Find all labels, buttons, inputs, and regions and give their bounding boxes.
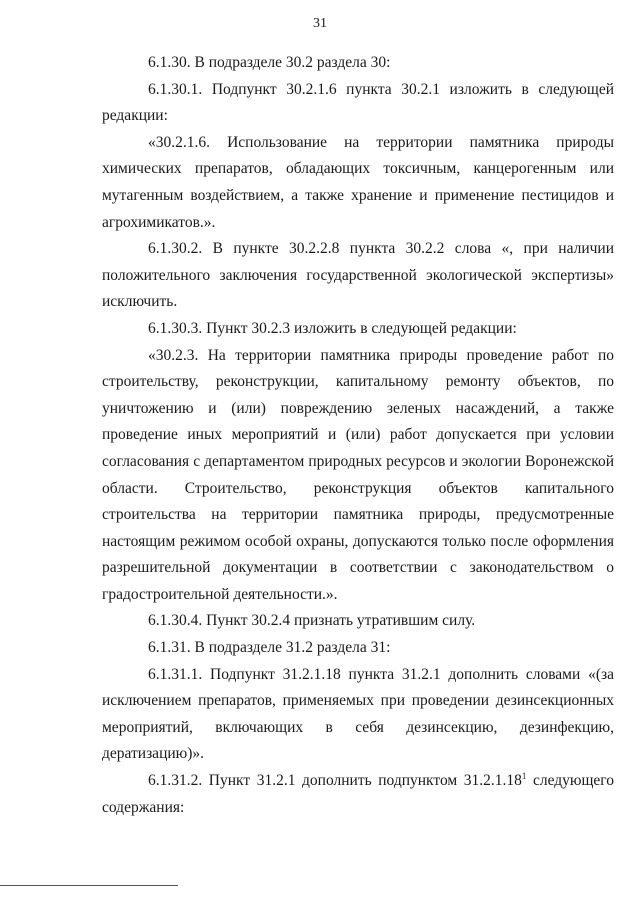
document-body xyxy=(102,50,614,821)
paragraph: 6.1.31.1. Подпункт 31.2.1.18 пункта 31.2.1 дополнить словами «(за исключением препаратов, применяемых при проведении дезинсекционных мероприятий, включающих в себя дезинсекцию, дезинфекцию, дератизацию)». xyxy=(102,665,614,763)
paragraph-text: следующего содержания: xyxy=(102,772,614,816)
paragraph: 6.1.30.3. Пункт 30.2.3 изложить в следующей редакции: xyxy=(148,319,517,337)
paragraph: 6.1.31. В подразделе 31.2 раздела 31: xyxy=(148,639,391,657)
superscript: 1 xyxy=(521,770,527,781)
paragraph: 6.1.30.2. В пункте 30.2.2.8 пункта 30.2.2 слова «, при наличии положительного заключения государственной экологической экспертизы» исключить. xyxy=(102,240,614,311)
paragraph-text: 6.1.31.2. Пункт 31.2.1 дополнить подпунктом 31.2.1.18 xyxy=(148,772,522,790)
paragraph-last xyxy=(102,768,614,821)
paragraph: 6.1.30. В подразделе 30.2 раздела 30: xyxy=(148,54,391,71)
paragraph: 6.1.30.4. Пункт 30.2.4 признать утратившим силу. xyxy=(148,612,476,630)
paragraph: 6.1.30.1. Подпункт 30.2.1.6 пункта 30.2.1 изложить в следующей редакции: xyxy=(102,80,614,125)
paragraph: «30.2.3. На территории памятника природы проведение работ по строительству, реконструкции, капитальному ремонту объектов, по уничтожению и (или) повреждению зеленых насаждений, а также проведение иных мероприятий и (или) работ допускается при условии согласования с департаментом природных ресурсов и экологии Воронежской области. Строительство, реконструкция объектов капитального строительства на территории памятника природы, предусмотренные настоящим режимом особой охраны, допускаются только после оформления разрешительной документации в соответствии с законодательством о градостроительной деятельности.». xyxy=(102,346,614,603)
footnote-separator xyxy=(0,885,178,886)
paragraph: «30.2.1.6. Использование на территории памятника природы химических препаратов, обладающих токсичным, канцерогенным или мутагенным воздействием, а также хранение и применение пестицидов и агрохимикатов.». xyxy=(102,133,614,231)
page-number: 31 xyxy=(313,16,327,31)
